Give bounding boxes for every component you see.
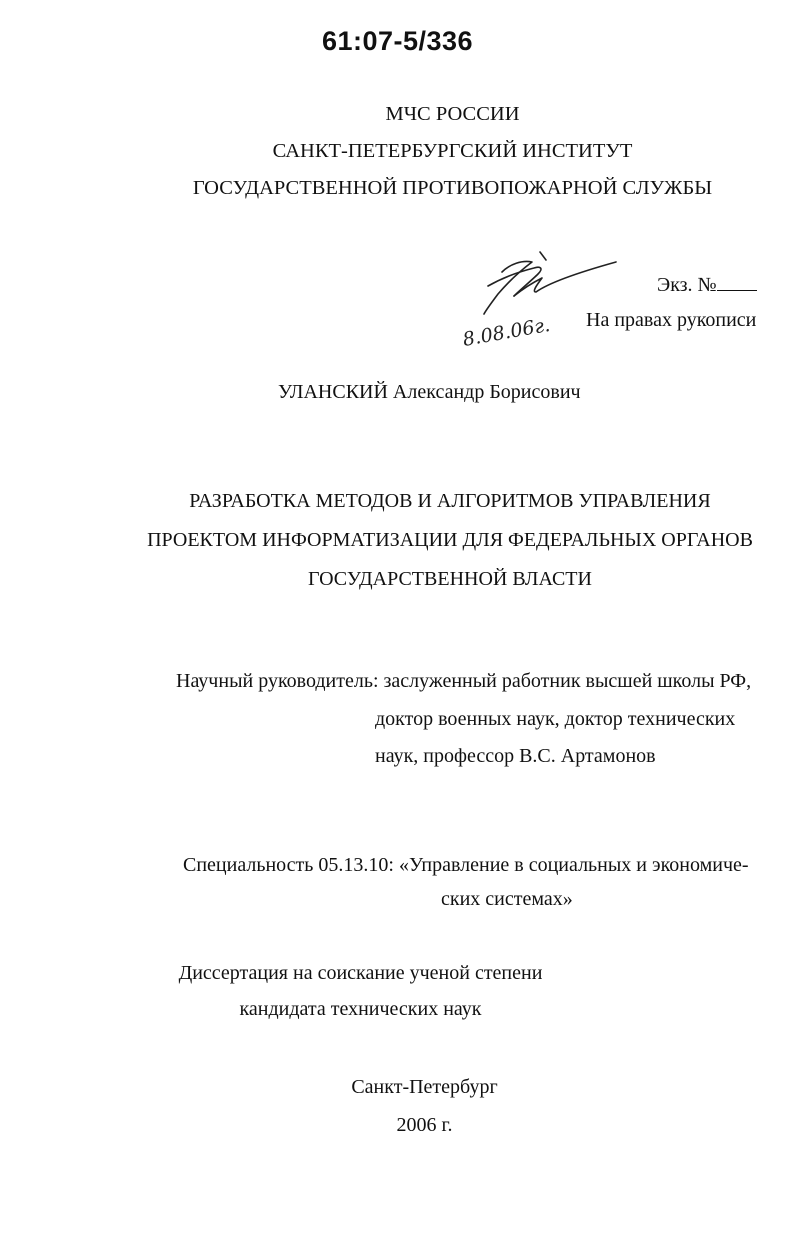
signature-and-date — [440, 238, 680, 368]
supervisor-line: доктор военных наук, доктор технических — [375, 708, 736, 730]
signature-stroke — [540, 252, 546, 260]
place-and-year — [27, 1068, 795, 1144]
signature-stroke — [488, 267, 541, 296]
archive-code: 61:07-5/336 — [321, 26, 474, 56]
specialty-block — [183, 854, 749, 877]
supervisor-line: заслуженный работник высшей школы РФ, — [383, 670, 752, 692]
signature-stroke — [514, 262, 616, 296]
supervisor-line: наук, профессор В.С. Артамонов — [375, 745, 656, 767]
org-line: МЧС РОССИИ — [385, 103, 520, 125]
specialty-label: Специальность 05.13.10: — [183, 854, 394, 876]
org-line: ГОСУДАРСТВЕННОЙ ПРОТИВОПОЖАРНОЙ СЛУЖБЫ — [192, 177, 713, 199]
copy-label: Экз. № — [657, 274, 717, 296]
dissertation-title — [0, 482, 795, 599]
organization-header — [0, 96, 795, 207]
author-name: УЛАНСКИЙ Александр Борисович — [278, 381, 581, 403]
city: Санкт-Петербург — [351, 1076, 498, 1098]
dissertation-line: кандидата технических наук — [239, 998, 482, 1020]
copy-number-blank — [717, 272, 757, 291]
year: 2006 г. — [396, 1114, 453, 1136]
supervisor-block — [176, 670, 751, 693]
rights-note: На правах рукописи — [586, 309, 757, 331]
specialty-line: ских системах» — [441, 888, 573, 910]
specialty-line: «Управление в социальных и экономиче- — [398, 854, 749, 876]
dissertation-line: Диссертация на соискание ученой степени — [178, 962, 543, 984]
org-line: САНКТ-ПЕТЕРБУРГСКИЙ ИНСТИТУТ — [272, 140, 633, 162]
copy-number — [657, 272, 757, 297]
dissertation-type — [0, 955, 758, 1027]
title-line: РАЗРАБОТКА МЕТОДОВ И АЛГОРИТМОВ УПРАВЛЕНИЯ — [189, 490, 711, 512]
title-line: ГОСУДАРСТВЕННОЙ ВЛАСТИ — [308, 568, 592, 590]
title-line: ПРОЕКТОМ ИНФОРМАТИЗАЦИИ ДЛЯ ФЕДЕРАЛЬНЫХ ОРГАНОВ — [147, 529, 753, 551]
handwritten-date: 8.08.06г. — [461, 313, 552, 351]
supervisor-label: Научный руководитель: — [176, 670, 379, 692]
